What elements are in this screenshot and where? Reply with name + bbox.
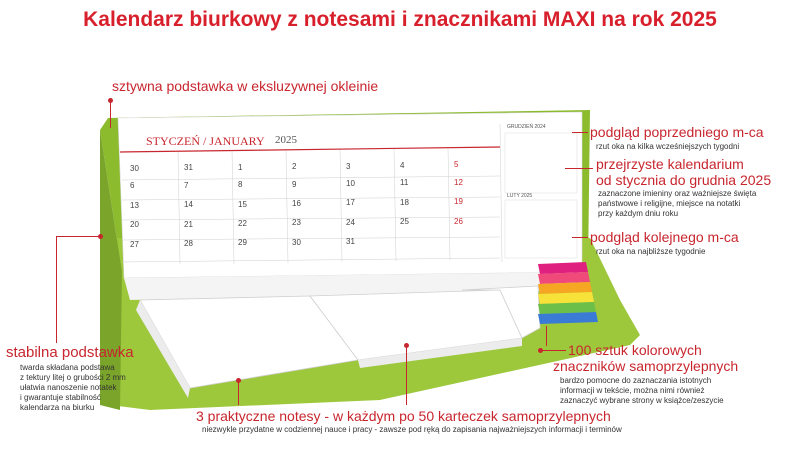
callout-markers-2: znaczników samoprzylepnych bbox=[553, 358, 739, 374]
calendar-day-number: 30 bbox=[292, 237, 301, 247]
callout-clear-calendar-sub3: przy każdym dniu roku bbox=[598, 209, 679, 218]
calendar-day-number: 31 bbox=[184, 163, 193, 173]
calendar-month-label: STYCZEŃ / JANUARY bbox=[146, 134, 265, 148]
calendar-day-number: 18 bbox=[400, 197, 409, 207]
callout-stable-base-sub4: i gwarantuje stabilność bbox=[20, 393, 101, 402]
callout-dot bbox=[404, 343, 409, 348]
calendar-day-number: 28 bbox=[184, 239, 193, 248]
calendar-day-number: 15 bbox=[238, 199, 247, 209]
calendar-day-number: 23 bbox=[292, 218, 301, 228]
calendar-day-number: 8 bbox=[238, 180, 243, 190]
page-title: Kalendarz biurkowy z notesami i znacznikami MAXI na rok 2025 bbox=[83, 8, 717, 31]
callout-clear-calendar-1: przejrzyste kalendarium bbox=[596, 156, 744, 172]
calendar-day-number: 11 bbox=[400, 178, 409, 188]
callout-clear-calendar-2: od stycznia do grudnia 2025 bbox=[596, 172, 772, 188]
calendar-day-number: 30 bbox=[130, 164, 139, 173]
calendar-day-number: 9 bbox=[292, 179, 297, 189]
calendar-day-number: 3 bbox=[346, 161, 351, 171]
callout-dot bbox=[538, 348, 543, 353]
callout-next-month-sub: rzut oka na najbliższe tygodnie bbox=[596, 247, 706, 256]
calendar-day-number: 14 bbox=[184, 200, 193, 210]
calendar-day-number: 12 bbox=[454, 177, 463, 187]
callout-markers-1: 100 sztuk kolorowych bbox=[568, 342, 702, 358]
calendar-year: 2025 bbox=[275, 134, 297, 146]
callout-dot bbox=[236, 378, 241, 383]
calendar-day-number: 27 bbox=[130, 239, 139, 249]
calendar-day-number: 21 bbox=[184, 219, 193, 229]
calendar-day-number: 6 bbox=[130, 181, 135, 191]
callout-stable-base: stabilna podstawka bbox=[6, 344, 134, 361]
calendar-day-number: 10 bbox=[346, 179, 355, 188]
callout-markers-sub2: informacji w tekście, można nimi również bbox=[560, 386, 705, 395]
calendar-day-number: 5 bbox=[454, 160, 459, 170]
calendar-day-number: 1 bbox=[238, 162, 243, 172]
calendar-day-number: 29 bbox=[238, 238, 247, 248]
calendar-day-number: 31 bbox=[346, 237, 355, 247]
mini-calendar-next-title: LUTY 2025 bbox=[507, 193, 533, 199]
callout-markers-sub1: bardzo pomocne do zaznaczania istotnych bbox=[560, 376, 712, 385]
callout-line bbox=[56, 236, 57, 343]
calendar-day-number: 25 bbox=[400, 217, 409, 227]
calendar-day-number: 22 bbox=[238, 219, 247, 228]
calendar-day-number: 19 bbox=[454, 197, 463, 207]
calendar-day-number: 20 bbox=[130, 220, 139, 230]
callout-clear-calendar-sub1: zaznaczone imieniny oraz ważniejsze święta bbox=[598, 189, 757, 198]
callout-stable-base-sub2: z tektury litej o grubości 2 mm bbox=[20, 373, 126, 382]
callout-notepads-sub: niezwykle przydatne w codziennej nauce i pracy - zawsze pod ręką do zapisania najważniejszych informacji i terminów bbox=[202, 425, 622, 434]
callout-stable-base-sub1: twarda składana podstawa bbox=[20, 363, 115, 372]
calendar-day-number: 2 bbox=[292, 162, 297, 172]
calendar-day-number: 17 bbox=[346, 198, 355, 208]
calendar-day-number: 13 bbox=[130, 200, 139, 210]
callout-markers-sub3: zaznaczyć wybrane strony w książce/zeszycie bbox=[560, 396, 724, 405]
callout-rigid-stand: sztywna podstawka w eksluzywnej okleinie bbox=[112, 78, 379, 94]
callout-stable-base-sub5: kalendarza na biurku bbox=[20, 403, 95, 412]
callout-prev-month-sub: rzut oka na kilka wcześniejszych tygodni bbox=[596, 142, 740, 151]
callout-prev-month: podgląd poprzedniego m-ca bbox=[590, 124, 764, 140]
calendar-day-number: 24 bbox=[346, 217, 355, 227]
mini-calendar-prev-title: GRUDZIEŃ 2024 bbox=[507, 124, 546, 130]
calendar-day-number: 7 bbox=[184, 180, 189, 190]
calendar-day-number: 26 bbox=[454, 216, 463, 226]
callout-line bbox=[238, 380, 239, 405]
callout-line bbox=[56, 236, 100, 237]
callout-line bbox=[572, 132, 588, 133]
calendar-day-number: 4 bbox=[400, 161, 405, 170]
callout-dot bbox=[98, 234, 103, 239]
callout-line bbox=[546, 326, 547, 346]
callout-clear-calendar-sub2: państwowe i religijne, miejsce na notatki bbox=[598, 199, 741, 208]
callout-line bbox=[565, 168, 593, 169]
callout-stable-base-sub3: ułatwia nanoszenie notatek bbox=[20, 383, 117, 392]
callout-line bbox=[572, 237, 588, 238]
callout-next-month: podgląd kolejnego m-ca bbox=[590, 229, 739, 245]
callout-line bbox=[110, 98, 111, 128]
callout-line bbox=[406, 345, 407, 405]
callout-line bbox=[540, 350, 566, 351]
callout-notepads: 3 praktyczne notesy - w każdym po 50 karteczek samoprzylepnych bbox=[196, 408, 611, 424]
calendar-day-number: 16 bbox=[292, 199, 301, 208]
